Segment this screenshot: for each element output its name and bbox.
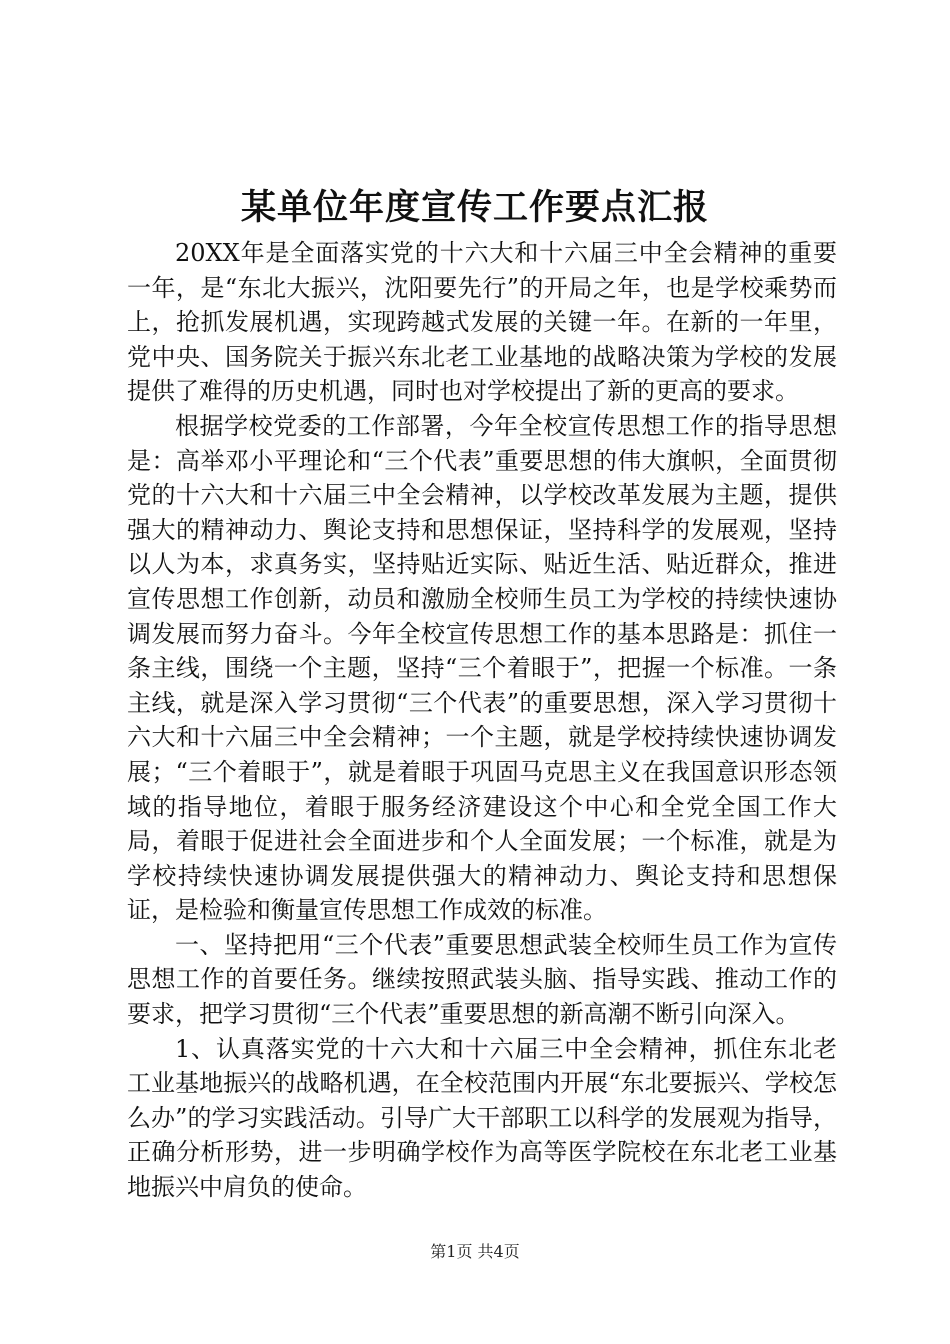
- paragraph-section-one: 一、坚持把用“三个代表”重要思想武装全校师生员工作为宣传思想工作的首要任务。继续按照武装头脑、指导实践、推动工作的要求，把学习贯彻“三个代表”重要思想的新高潮不断引向深入。: [127, 930, 837, 1029]
- page-number-footer: 第1页 共4页: [430, 1242, 520, 1261]
- document-title: 某单位年度宣传工作要点汇报: [240, 187, 709, 228]
- paragraph-intro: 20XX年是全面落实党的十六大和十六届三中全会精神的重要一年，是“东北大振兴，沈阳要先行”的开局之年，也是学校乘势而上，抢抓发展机遇，实现跨越式发展的关键一年。在新的一年里，党中央、国务院关于振兴东北老工业基地的战略决策为学校的发展提供了难得的历史机遇，同时也对学校提出了新的更高的要求。: [127, 239, 837, 406]
- paragraph-item-one: 1、认真落实党的十六大和十六届三中全会精神，抓住东北老工业基地振兴的战略机遇，在全校范围内开展“东北要振兴、学校怎么办”的学习实践活动。引导广大干部职工以科学的发展观为指导，正确分析形势，进一步明确学校作为高等医学院校在东北老工业基地振兴中肩负的使命。: [127, 1034, 837, 1202]
- document-body: [127, 236, 837, 1205]
- paragraph-guiding-ideology: 根据学校党委的工作部署，今年全校宣传思想工作的指导思想是：高举邓小平理论和“三个代表”重要思想的伟大旗帜，全面贯彻党的十六大和十六届三中全会精神，以学校改革发展为主题，提供强大的精神动力、舆论支持和思想保证，坚持科学的发展观，坚持以人为本，求真务实，坚持贴近实际、贴近生活、贴近群众，推进宣传思想工作创新，动员和激励全校师生员工为学校的持续快速协调发展而努力奋斗。今年全校宣传思想工作的基本思路是：抓住一条主线，围绕一个主题，坚持“三个着眼于”，把握一个标准。一条主线，就是深入学习贯彻“三个代表”的重要思想，深入学习贯彻十六大和十六届三中全会精神；一个主题，就是学校持续快速协调发展；“三个着眼于”，就是着眼于巩固马克思主义在我国意识形态领域的指导地位，着眼于服务经济建设这个中心和全党全国工作大局，着眼于促进社会全面进步和个人全面发展；一个标准，就是为学校持续快速协调发展提供强大的精神动力、舆论支持和思想保证，是检验和衡量宣传思想工作成效的标准。: [127, 411, 837, 925]
